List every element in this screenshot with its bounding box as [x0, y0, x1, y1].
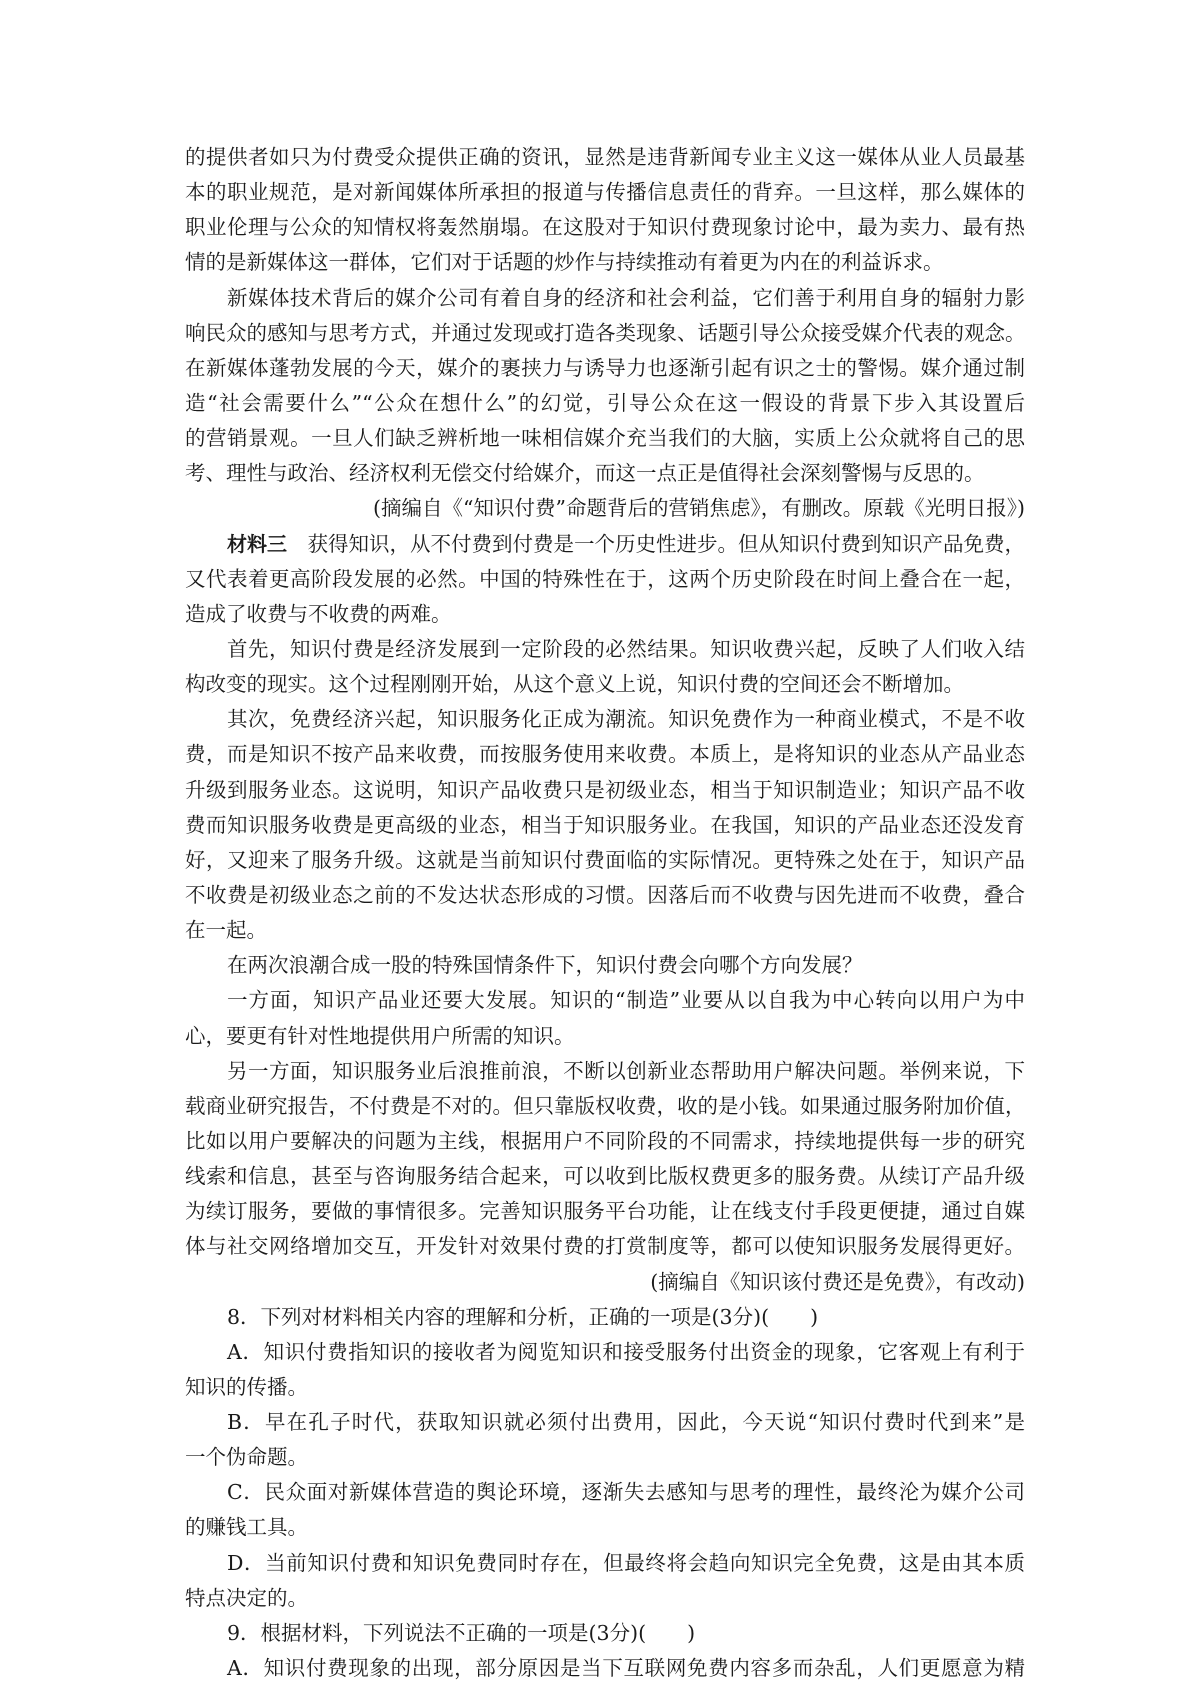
text-line: 费而知识服务收费是更高级的业态，相当于知识服务业。在我国，知识的产品业态还没发育: [185, 812, 1025, 837]
text-line: 在两次浪潮合成一股的特殊国情条件下，知识付费会向哪个方向发展？: [227, 953, 863, 978]
answer-option: B．早在孔子时代，获取知识就必须付出费用，因此，今天说“知识付费时代到来”是: [227, 1410, 1025, 1435]
text-line: 不收费是初级业态之前的不发达状态形成的习惯。因落后而不收费与因先进而不收费，叠合: [185, 882, 1025, 907]
text-line: 本的职业规范，是对新闻媒体所承担的报道与传播信息责任的背弃。一旦这样，那么媒体的: [185, 180, 1025, 205]
text-line: 体与社交网络增加交互，开发针对效果付费的打赏制度等，都可以使知识服务发展得更好。: [185, 1234, 1025, 1259]
text-line: 的营销景观。一旦人们缺乏辨析地一味相信媒介充当我们的大脑，实质上公众就将自己的思: [185, 426, 1025, 451]
text-line: 一个伪命题。: [185, 1445, 308, 1470]
text-line: 一方面，知识产品业还要大发展。知识的“制造”业要从以自我为中心转向以用户为中: [227, 988, 1025, 1013]
text-line: 另一方面，知识服务业后浪推前浪，不断以创新业态帮助用户解决问题。举例来说，下: [227, 1058, 1025, 1083]
text-line: 费，而是知识不按产品来收费，而按服务使用来收费。本质上，是将知识的业态从产品业态: [185, 742, 1025, 767]
text-line: 的赚钱工具。: [185, 1515, 308, 1540]
text-line: 首先，知识付费是经济发展到一定阶段的必然结果。知识收费兴起，反映了人们收入结: [227, 636, 1025, 661]
source-citation: (摘编自《“知识付费”命题背后的营销焦虑》，有删改。原载《光明日报》): [373, 496, 1025, 521]
text-line: 线索和信息，甚至与咨询服务结合起来，可以收到比版权费更多的服务费。从续订产品升级: [185, 1164, 1025, 1189]
text-line: 情的是新媒体这一群体，它们对于话题的炒作与持续推动有着更为内在的利益诉求。: [185, 250, 944, 275]
answer-option: A．知识付费指知识的接收者为阅览知识和接受服务付出资金的现象，它客观上有利于: [227, 1339, 1025, 1364]
text-line: 为续订服务，要做的事情很多。完善知识服务平台功能，让在线支付手段更便捷，通过自媒: [185, 1199, 1025, 1224]
text-line: 好，又迎来了服务升级。这就是当前知识付费面临的实际情况。更特殊之处在于，知识产品: [185, 847, 1025, 872]
question-stem: 8．下列对材料相关内容的理解和分析，正确的一项是(3分)( ): [227, 1304, 819, 1329]
text-line: 特点决定的。: [185, 1585, 308, 1610]
text-line: 载商业研究报告，不付费是不对的。但只靠版权收费，收的是小钱。如果通过服务附加价值，: [185, 1093, 1026, 1118]
material-text: 获得知识，从不付费到付费是一个历史性进步。但从知识付费到知识产品免费，: [307, 531, 1025, 556]
text-line: 造“社会需要什么”“公众在想什么”的幻觉，引导公众在这一假设的背景下步入其设置后: [185, 390, 1025, 415]
text-line: 升级到服务业态。这说明，知识产品收费只是初级业态，相当于知识制造业；知识产品不收: [185, 777, 1025, 802]
text-line: 其次，免费经济兴起，知识服务化正成为潮流。知识免费作为一种商业模式，不是不收: [227, 707, 1025, 732]
passage-body: [185, 140, 1025, 1686]
text-line: [185, 527, 1025, 562]
text-line: 在新媒体蓬勃发展的今天，媒介的裹挟力与诱导力也逐渐引起有识之士的警惕。媒介通过制: [185, 355, 1025, 380]
text-line: 的提供者如只为付费受众提供正确的资讯，显然是违背新闻专业主义这一媒体从业人员最基: [185, 145, 1025, 169]
material-label: 材料三: [227, 531, 287, 556]
text-line: 在一起。: [185, 918, 267, 943]
text-line: 比如以用户要解决的问题为主线，根据用户不同阶段的不同需求，持续地提供每一步的研究: [185, 1128, 1025, 1153]
text-line: 考、理性与政治、经济权利无偿交付给媒介，而这一点正是值得社会深刻警惕与反思的。: [185, 461, 985, 486]
answer-option: D．当前知识付费和知识免费同时存在，但最终将会趋向知识完全免费，这是由其本质: [227, 1550, 1025, 1575]
text-line: 知识的传播。: [185, 1374, 308, 1399]
text-line: 又代表着更高阶段发展的必然。中国的特殊性在于，这两个历史阶段在时间上叠合在一起，: [185, 566, 1025, 591]
text-line: 响民众的感知与思考方式，并通过发现或打造各类现象、话题引导公众接受媒介代表的观念。: [185, 320, 1026, 345]
question-stem: 9．根据材料，下列说法不正确的一项是(3分)( ): [227, 1620, 696, 1645]
text-line: 心，要更有针对性地提供用户所需的知识。: [185, 1023, 575, 1048]
text-line: 造成了收费与不收费的两难。: [185, 601, 452, 626]
answer-option: C．民众面对新媒体营造的舆论环境，逐渐失去感知与思考的理性，最终沦为媒介公司: [227, 1480, 1025, 1505]
text-line: 职业伦理与公众的知情权将轰然崩塌。在这股对于知识付费现象讨论中，最为卖力、最有热: [185, 215, 1025, 240]
text-line: 构改变的现实。这个过程刚刚开始，从这个意义上说，知识付费的空间还会不断增加。: [185, 672, 964, 697]
text-line: 新媒体技术背后的媒介公司有着自身的经济和社会利益，它们善于利用自身的辐射力影: [227, 285, 1025, 310]
source-citation: (摘编自《知识该付费还是免费》，有改动): [650, 1269, 1025, 1294]
answer-option: A．知识付费现象的出现，部分原因是当下互联网免费内容多而杂乱，人们更愿意为精: [227, 1656, 1025, 1681]
